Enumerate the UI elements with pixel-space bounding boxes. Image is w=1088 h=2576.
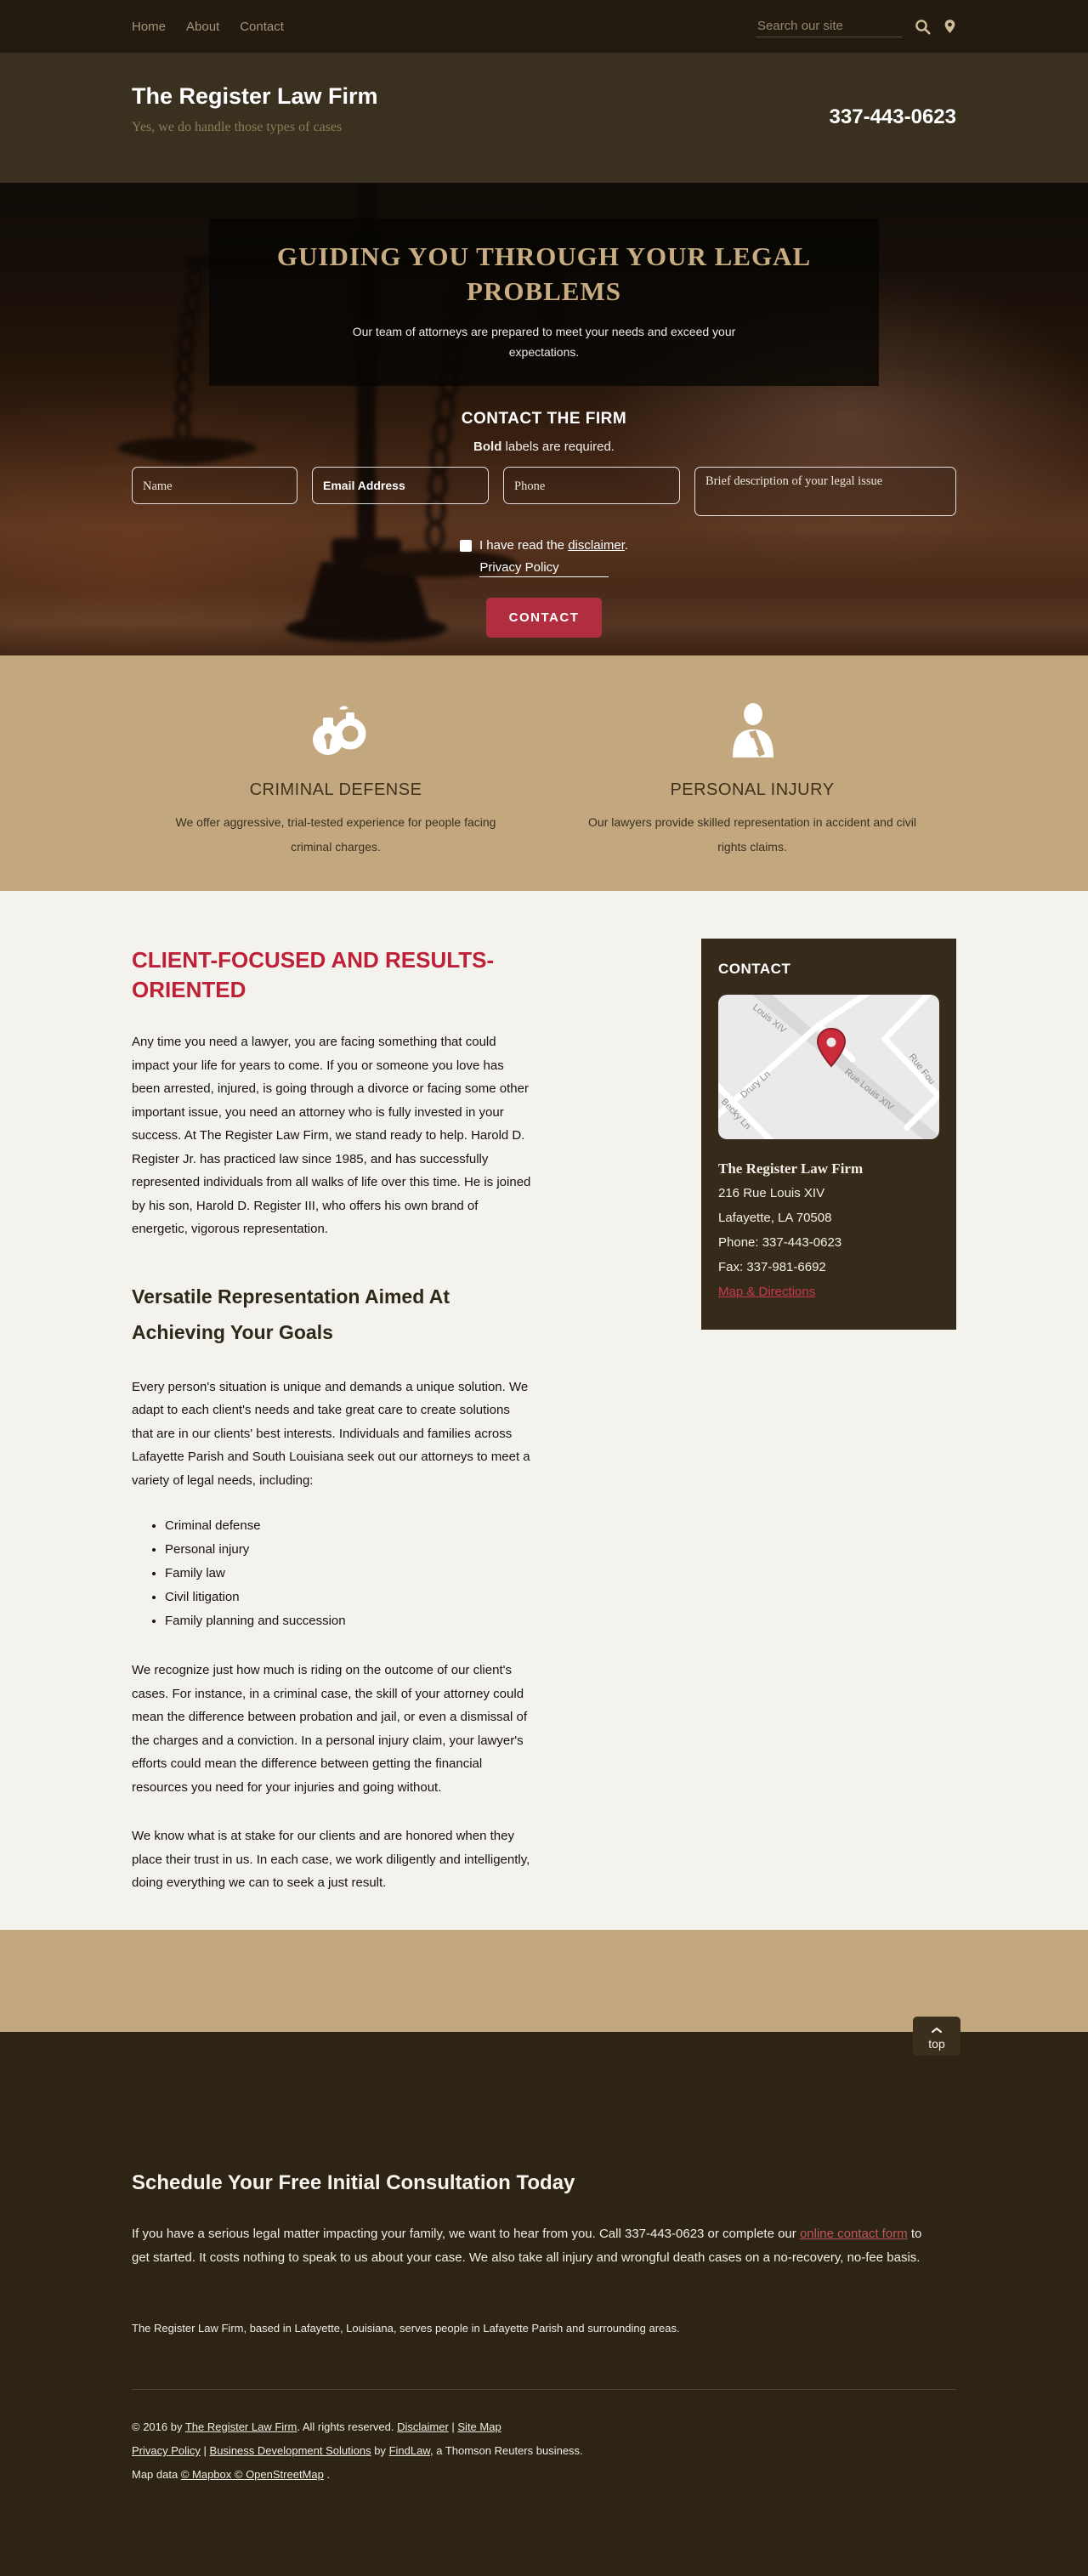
cta-text-pre: If you have a serious legal matter impacting your family, we want to hear from you. Call 337-443-0623 or complete our <box>132 2227 800 2241</box>
nav-item-home[interactable]: Home <box>132 19 167 34</box>
copy-text: | <box>200 2444 210 2457</box>
disclaimer-text-pre: I have read the <box>479 538 569 553</box>
practice-areas-section <box>0 655 1088 891</box>
list-item: • Family planning and succession <box>165 1609 531 1633</box>
name-field[interactable] <box>132 467 298 504</box>
map-street-label: Rue Fou <box>906 1052 938 1087</box>
online-contact-form-link[interactable]: online contact form <box>799 2227 908 2241</box>
business-development-link[interactable]: Business Development Solutions <box>209 2444 371 2457</box>
practice-list <box>132 1514 531 1633</box>
page-title: CLIENT-FOCUSED AND RESULTS-ORIENTED <box>132 947 495 1002</box>
disclaimer-footer-link[interactable]: Disclaimer <box>397 2420 449 2433</box>
footer-divider <box>132 2389 956 2390</box>
feature-text: Our lawyers provide skilled representation in accident and civil rights claims. <box>588 815 916 854</box>
search-icon[interactable] <box>915 19 931 35</box>
copy-text: . All rights reserved. <box>297 2420 398 2433</box>
hero-subtext: Our team of attorneys are prepared to meet your needs and exceed your expectations. <box>352 325 736 359</box>
contact-card <box>701 939 956 1330</box>
fax-line: Fax: 337-981-6692 <box>718 1260 826 1274</box>
copy-text: . <box>323 2468 331 2481</box>
main-content-section <box>0 891 1088 1930</box>
disclaimer-link[interactable]: disclaimer <box>568 538 625 553</box>
site-tagline: Yes, we do handle those types of cases <box>132 120 343 134</box>
form-note-bold: Bold <box>473 440 502 454</box>
contact-card-title: CONTACT <box>718 961 791 977</box>
copyright-line <box>132 2415 956 2439</box>
site-footer <box>0 2032 1088 2576</box>
copyright-line <box>132 2463 956 2487</box>
address-line: 216 Rue Louis XIV <box>718 1186 825 1200</box>
copy-text: by <box>371 2444 389 2457</box>
privacy-policy-footer-link[interactable]: Privacy Policy <box>132 2444 201 2457</box>
map-attribution-link[interactable]: © Mapbox © OpenStreetMap <box>180 2468 324 2481</box>
hero-banner <box>209 218 879 386</box>
body-paragraph: We know what is at stake for our clients and are honored when they place their trust in us. In each case, we work diligently and intelligently, doing everything we can to seek a just result. <box>132 1829 530 1890</box>
body-paragraph: Every person's situation is unique and demands a unique solution. We adapt to each client's needs and take great care to create solutions that are in our clients' best interests. Individuals and families across Lafayette Parish and South Louisiana seek out our attorneys to meet a variety of legal needs, including: <box>132 1379 530 1488</box>
service-area-text: The Register Law Firm, based in Lafayette, Louisiana, serves people in Lafayette Parish and surrounding areas. <box>132 2322 680 2335</box>
contact-submit-button[interactable]: CONTACT <box>486 598 603 638</box>
list-item: • Civil litigation <box>165 1586 531 1609</box>
body-paragraph: We recognize just how much is riding on the outcome of our client's cases. For instance, in a criminal case, the skill of your attorney could mean the difference between probation and jail, or even a dismissal of the charges and a conviction. In a personal injury claim, your lawyer's efforts could mean the difference between getting the financial resources you need for your injuries and going without. <box>132 1663 528 1795</box>
article <box>132 939 531 1895</box>
nav-item-contact[interactable]: Contact <box>240 19 284 34</box>
site-search <box>756 15 956 37</box>
branding <box>132 53 378 135</box>
person-icon <box>724 748 780 763</box>
feature-title: PERSONAL INJURY <box>670 780 835 799</box>
phone-field[interactable] <box>503 467 680 504</box>
firm-link[interactable]: The Register Law Firm <box>184 2420 298 2433</box>
back-to-top-button[interactable] <box>913 2017 960 2056</box>
hero-section <box>0 183 1088 655</box>
top-nav-bar <box>0 0 1088 53</box>
map-street-label: Louis XIV <box>751 1002 789 1036</box>
list-item: • Family law <box>165 1562 531 1586</box>
findlaw-link[interactable]: FindLaw <box>388 2444 430 2457</box>
email-field[interactable] <box>312 467 489 504</box>
main-nav <box>132 20 284 34</box>
location-map[interactable] <box>718 995 939 1139</box>
intro-paragraph: Any time you need a lawyer, you are facing something that could impact your life for years to come. If you or someone you love has been arrested, injured, is going through a divorce or facing some other important issue, you need an attorney who is fully invested in your success. At The Register Law Firm, we stand ready to help. Harold D. Register Jr. has practiced law since 1985, and has successfully represented individuals from all walks of life over this time. He is joined by his son, Harold D. Register III, who offers his own brand of energetic, vigorous representation. <box>132 1035 531 1236</box>
disclaimer-row <box>132 538 956 553</box>
contact-form-title: CONTACT THE FIRM <box>461 410 627 428</box>
copy-text: | <box>448 2420 458 2433</box>
firm-name: The Register Law Firm <box>718 1160 864 1177</box>
list-item: • Personal injury <box>165 1538 531 1562</box>
disclaimer-text-post: . <box>624 538 629 553</box>
list-item: • Criminal defense <box>165 1514 531 1538</box>
form-required-note <box>132 440 956 454</box>
copy-text: , a Thomson Reuters business. <box>429 2444 583 2457</box>
footer-heading: Schedule Your Free Initial Consultation Today <box>132 2171 575 2194</box>
map-street-label: Becky Ln <box>718 1096 753 1132</box>
chevron-up-icon <box>931 2023 943 2036</box>
nav-item-about[interactable]: About <box>186 19 220 34</box>
feature-text: We offer aggressive, trial-tested experience for people facing criminal charges. <box>175 815 496 854</box>
contact-card-address <box>718 1156 939 1304</box>
copy-text: Map data <box>132 2468 181 2481</box>
site-map-link[interactable]: Site Map <box>457 2420 502 2433</box>
hero-headline: GUIDING YOU THROUGH YOUR LEGAL PROBLEMS <box>276 241 812 306</box>
site-title[interactable]: The Register Law Firm <box>132 83 378 109</box>
contact-form <box>132 467 956 516</box>
search-input[interactable] <box>756 15 902 37</box>
top-button-label: top <box>928 2036 945 2051</box>
feature-criminal-defense[interactable] <box>157 703 514 860</box>
sub-heading: Versatile Representation Aimed At Achieving Your Goals <box>132 1285 450 1343</box>
form-note-rest: labels are required. <box>502 440 615 454</box>
map-street-label: Drury Ln <box>739 1069 773 1101</box>
privacy-row <box>132 559 956 577</box>
header-phone-number[interactable]: 337-443-0623 <box>829 105 956 128</box>
site-header <box>0 53 1088 183</box>
phone-line: Phone: 337-443-0623 <box>718 1235 842 1250</box>
privacy-policy-link[interactable]: Privacy Policy <box>479 559 608 577</box>
feature-personal-injury[interactable] <box>574 703 931 860</box>
copyright-block <box>132 2415 956 2487</box>
map-street-label: Rue Louis XIV <box>842 1067 896 1113</box>
copyright-line <box>132 2439 956 2463</box>
feature-title: CRIMINAL DEFENSE <box>249 780 422 799</box>
address-line: Lafayette, LA 70508 <box>718 1211 832 1225</box>
map-directions-link[interactable]: Map & Directions <box>718 1285 816 1299</box>
copy-text: © 2016 by <box>132 2420 185 2433</box>
footer-cta-paragraph <box>132 2222 922 2269</box>
disclaimer-text <box>479 538 628 553</box>
cta-text-post: to get started. It costs nothing to speak to us about your case. We also take all injury and wrongful death cases on a no-recovery, no-fee basis. <box>132 2227 922 2265</box>
handcuffs-icon <box>302 748 370 763</box>
location-pin-icon[interactable] <box>944 18 956 35</box>
legal-issue-field[interactable] <box>694 467 956 516</box>
disclaimer-checkbox[interactable] <box>460 540 472 552</box>
